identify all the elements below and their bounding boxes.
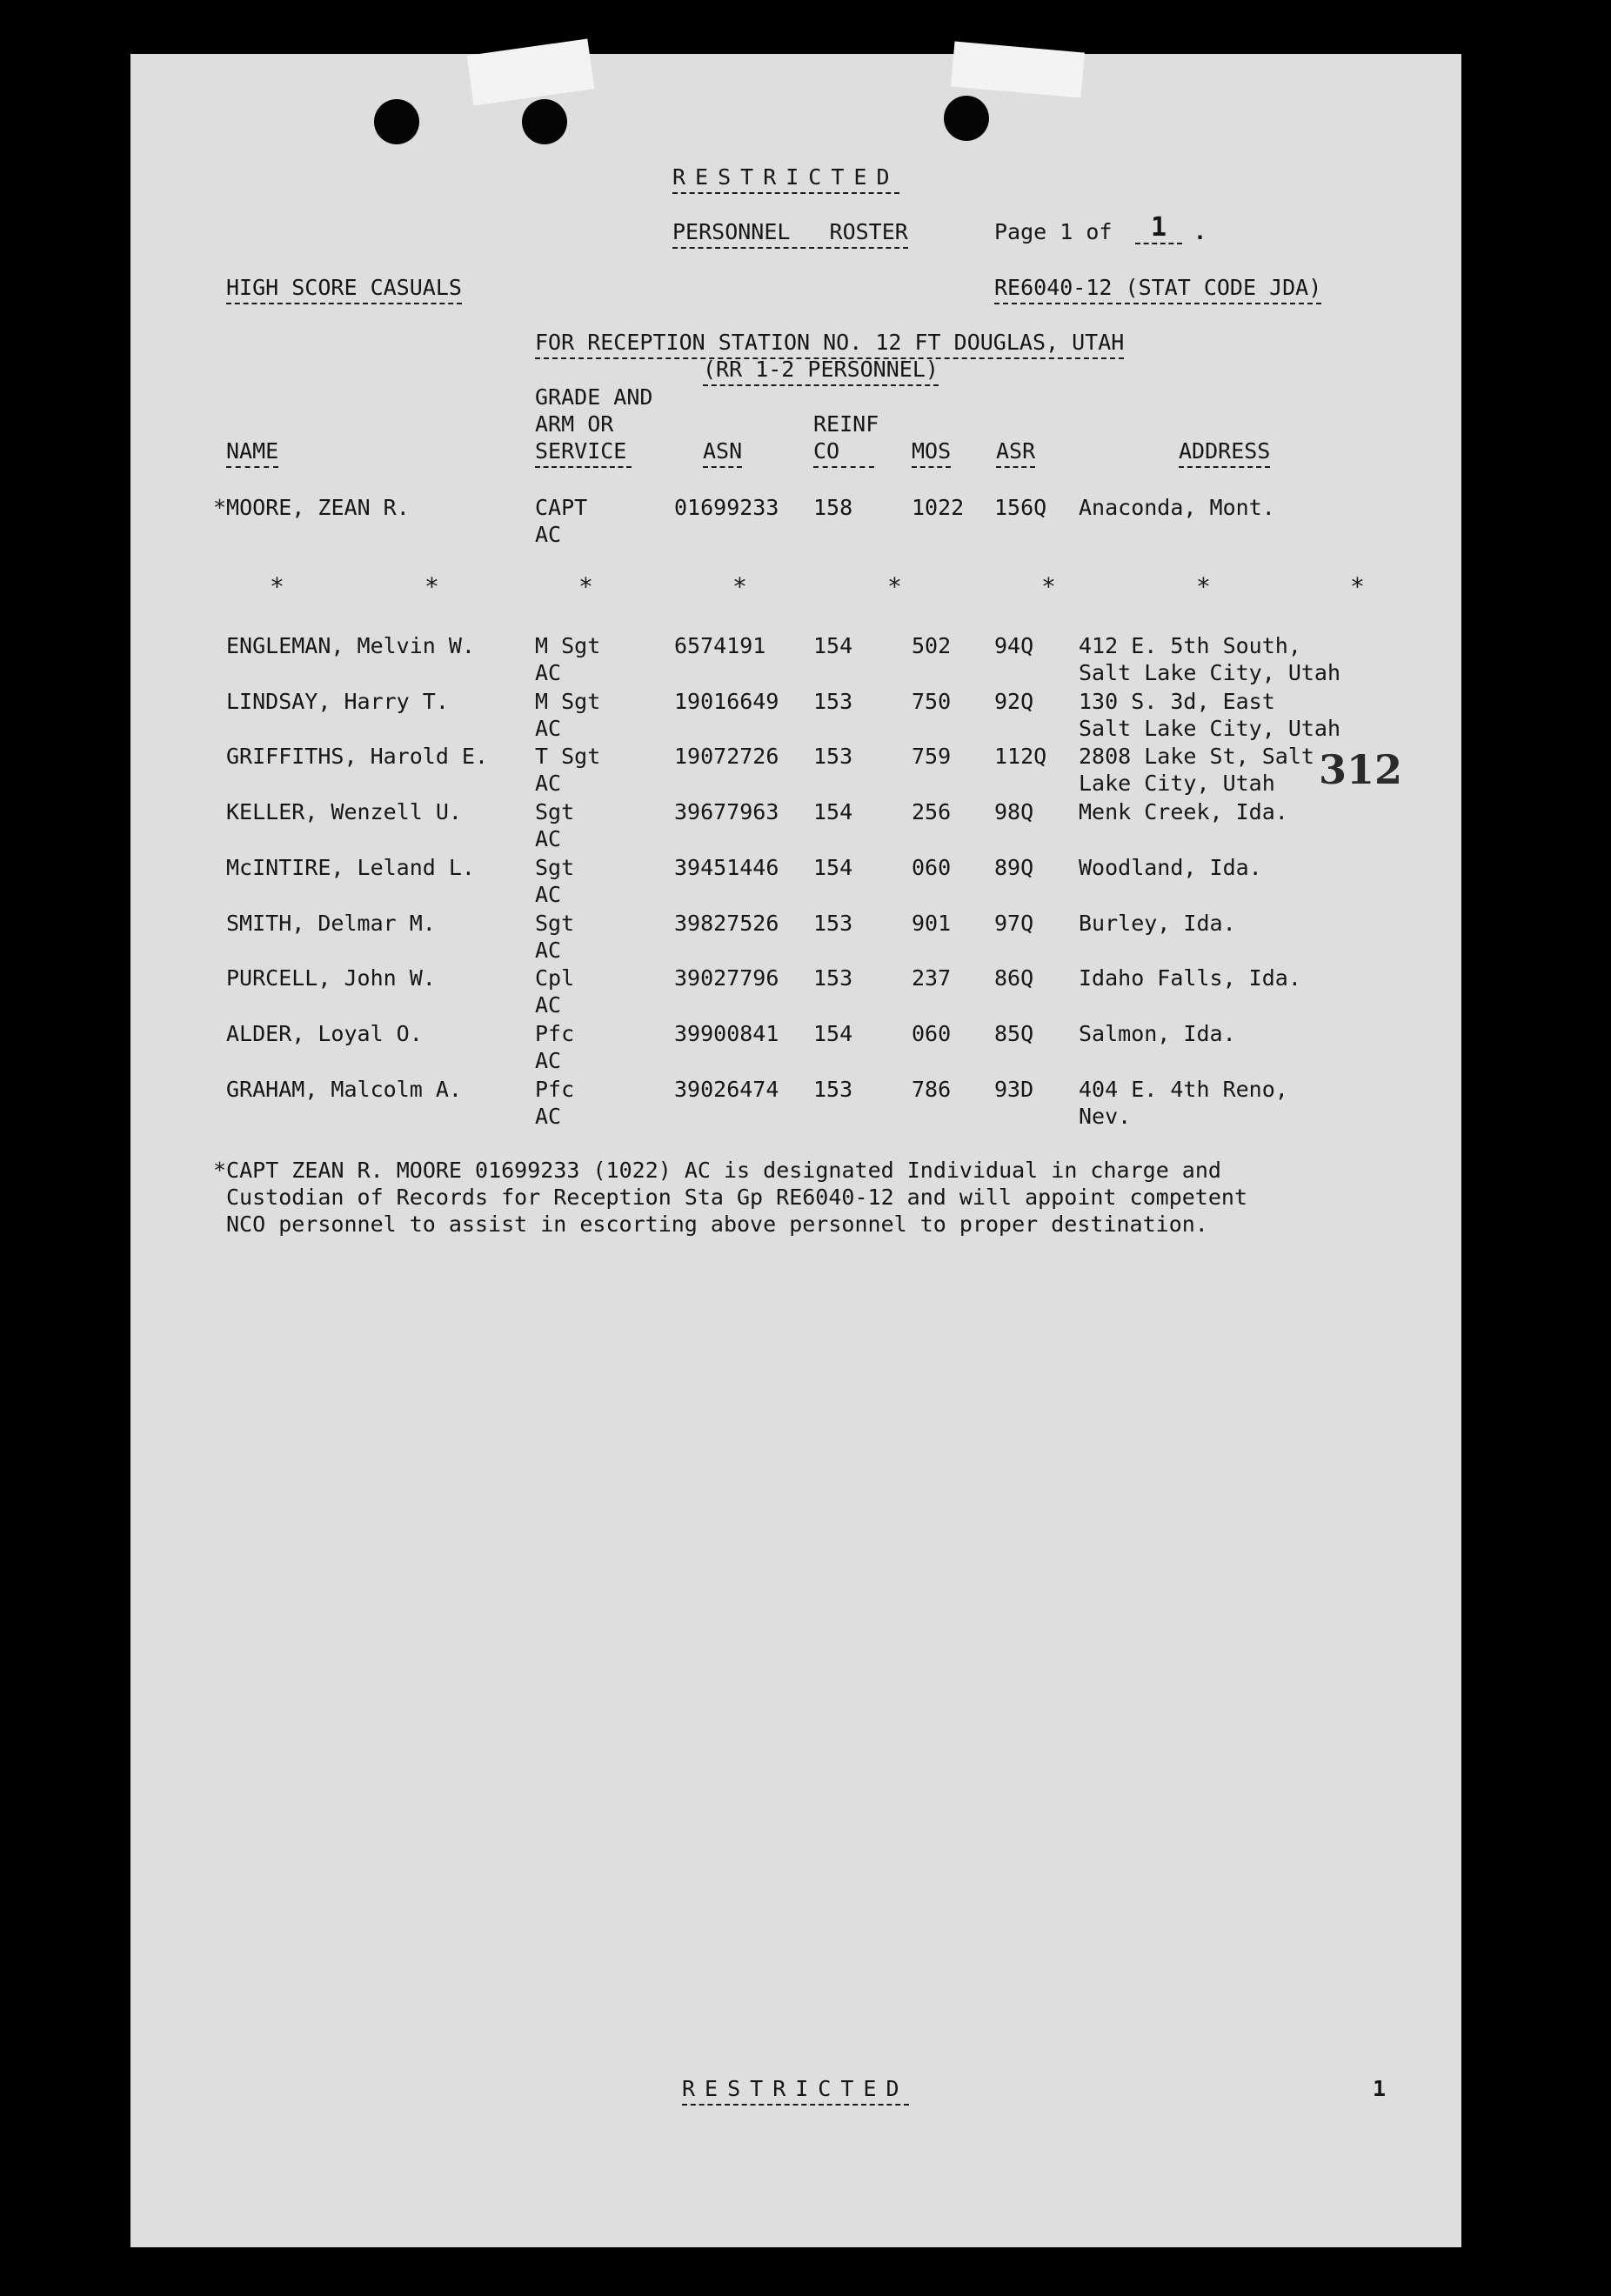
row-asr: 112Q [994,744,1047,770]
footnote-line-2: Custodian of Records for Reception Sta Gp RE6040-12 and will appoint competent [226,1185,1247,1210]
row-asn: 19072726 [674,744,779,770]
row-name: SMITH, Delmar M. [226,910,436,936]
handwritten-stamp-number: 312 [1319,746,1403,793]
row-asr: 89Q [994,854,1034,880]
row-name: KELLER, Wenzell U. [226,799,462,825]
row-co: 154 [813,799,853,825]
separator-star: * [732,572,747,601]
row-grade: T Sgt [535,744,601,770]
row-mos: 750 [912,688,952,714]
paper-tear-right [951,42,1085,98]
row-co: 153 [813,910,853,936]
row-asr: 94Q [994,633,1034,658]
lead-asn: 01699233 [674,495,779,520]
row-name: LINDSAY, Harry T. [226,688,449,714]
row-asn: 39026474 [674,1076,779,1102]
punch-hole-right [944,96,989,141]
row-asn: 39900841 [674,1020,779,1046]
row-address1: Menk Creek, Ida. [1079,799,1288,825]
row-arm: AC [535,660,562,685]
row-grade: Sgt [535,854,575,880]
row-name: ALDER, Loyal O. [226,1020,423,1046]
row-address2: Salt Lake City, Utah [1079,660,1341,685]
row-mos: 786 [912,1076,952,1102]
row-co: 154 [813,854,853,880]
row-mos: 237 [912,965,952,991]
row-address1: 130 S. 3d, East [1079,688,1275,714]
row-address1: Salmon, Ida. [1079,1020,1236,1046]
row-arm: AC [535,771,562,797]
page-total: 1 [1135,214,1182,244]
row-grade: Pfc [535,1076,575,1102]
station-line: FOR RECEPTION STATION NO. 12 FT DOUGLAS, UTAH [535,329,1124,359]
separator-star: * [578,572,593,601]
row-asr: 97Q [994,910,1034,936]
lead-name: *MOORE, ZEAN R. [213,495,410,520]
row-arm: AC [535,881,562,907]
row-asr: 93D [994,1076,1034,1102]
roster-code: RE6040-12 (STAT CODE JDA) [994,274,1321,304]
row-asn: 39451446 [674,854,779,880]
row-co: 154 [813,1020,853,1046]
separator-star: * [1196,572,1211,601]
row-grade: Sgt [535,910,575,936]
row-name: GRAHAM, Malcolm A. [226,1076,462,1102]
row-co: 154 [813,633,853,658]
row-co: 153 [813,688,853,714]
row-address1: 404 E. 4th Reno, [1079,1076,1288,1102]
lead-arm: AC [535,522,562,547]
separator-star: * [1350,572,1365,601]
col-reinf-line2: CO [813,437,874,468]
row-mos: 759 [912,744,952,770]
separator-star: * [887,572,902,601]
row-arm: AC [535,1103,562,1129]
row-asn: 39827526 [674,910,779,936]
unit-name: HIGH SCORE CASUALS [226,274,462,304]
page-label: Page 1 of [994,219,1113,244]
speck [1411,110,1414,113]
row-grade: Sgt [535,799,575,825]
lead-asr: 156Q [994,495,1047,520]
row-arm: AC [535,715,562,741]
speck [1344,110,1347,113]
classification-bottom: RESTRICTED [682,2075,909,2106]
col-address: ADDRESS [1179,437,1270,468]
lead-co: 158 [813,495,853,520]
col-mos: MOS [912,437,951,468]
row-grade: Cpl [535,965,575,991]
row-mos: 256 [912,799,952,825]
row-address1: Woodland, Ida. [1079,854,1262,880]
footnote-line-3: NCO personnel to assist in escorting above personnel to proper destination. [226,1211,1208,1237]
row-address1: Burley, Ida. [1079,910,1236,936]
col-name: NAME [226,437,278,468]
page-number: 1 [1373,2076,1387,2101]
row-co: 153 [813,965,853,991]
personnel-line: (RR 1-2 PERSONNEL) [703,356,939,386]
row-grade: Pfc [535,1020,575,1046]
lead-grade: CAPT [535,495,588,520]
row-arm: AC [535,992,562,1018]
row-asn: 19016649 [674,688,779,714]
row-address1: 2808 Lake St, Salt [1079,744,1314,770]
row-address1: 412 E. 5th South, [1079,633,1301,658]
row-mos: 502 [912,633,952,658]
row-address2: Salt Lake City, Utah [1079,715,1341,741]
col-grade-line3: SERVICE [535,437,632,468]
row-address2: Lake City, Utah [1079,771,1275,797]
row-name: ENGLEMAN, Melvin W. [226,633,475,658]
separator-star: * [1041,572,1056,601]
separator-star: * [424,572,439,601]
row-asr: 85Q [994,1020,1034,1046]
row-name: McINTIRE, Leland L. [226,854,475,880]
row-asn: 6574191 [674,633,766,658]
speck [1378,111,1381,115]
row-address1: Idaho Falls, Ida. [1079,965,1301,991]
row-asr: 98Q [994,799,1034,825]
row-name: GRIFFITHS, Harold E. [226,744,489,770]
row-grade: M Sgt [535,633,601,658]
document-title: PERSONNEL ROSTER [672,218,908,249]
row-arm: AC [535,826,562,852]
col-asn: ASN [703,437,742,468]
row-name: PURCELL, John W. [226,965,436,991]
punch-hole-center [522,99,567,144]
row-co: 153 [813,1076,853,1102]
punch-hole-left [374,99,419,144]
lead-address: Anaconda, Mont. [1079,495,1275,520]
col-grade-line1: GRADE AND [535,384,653,410]
row-asn: 39677963 [674,799,779,825]
col-reinf-line1: REINF [813,411,879,437]
classification-top: RESTRICTED [672,164,899,194]
page-period: . [1193,219,1207,244]
col-asr: ASR [996,437,1035,468]
row-mos: 901 [912,910,952,936]
row-mos: 060 [912,1020,952,1046]
lead-mos: 1022 [912,495,965,520]
row-grade: M Sgt [535,688,601,714]
separator-star: * [270,572,284,601]
paper-tear [467,39,595,106]
row-mos: 060 [912,854,952,880]
row-co: 153 [813,744,853,770]
row-asn: 39027796 [674,965,779,991]
footnote-line-1: *CAPT ZEAN R. MOORE 01699233 (1022) AC is designated Individual in charge and [213,1158,1221,1183]
row-arm: AC [535,1047,562,1073]
row-asr: 86Q [994,965,1034,991]
row-asr: 92Q [994,688,1034,714]
col-grade-line2: ARM OR [535,411,614,437]
row-arm: AC [535,937,562,963]
row-address2: Nev. [1079,1103,1132,1129]
